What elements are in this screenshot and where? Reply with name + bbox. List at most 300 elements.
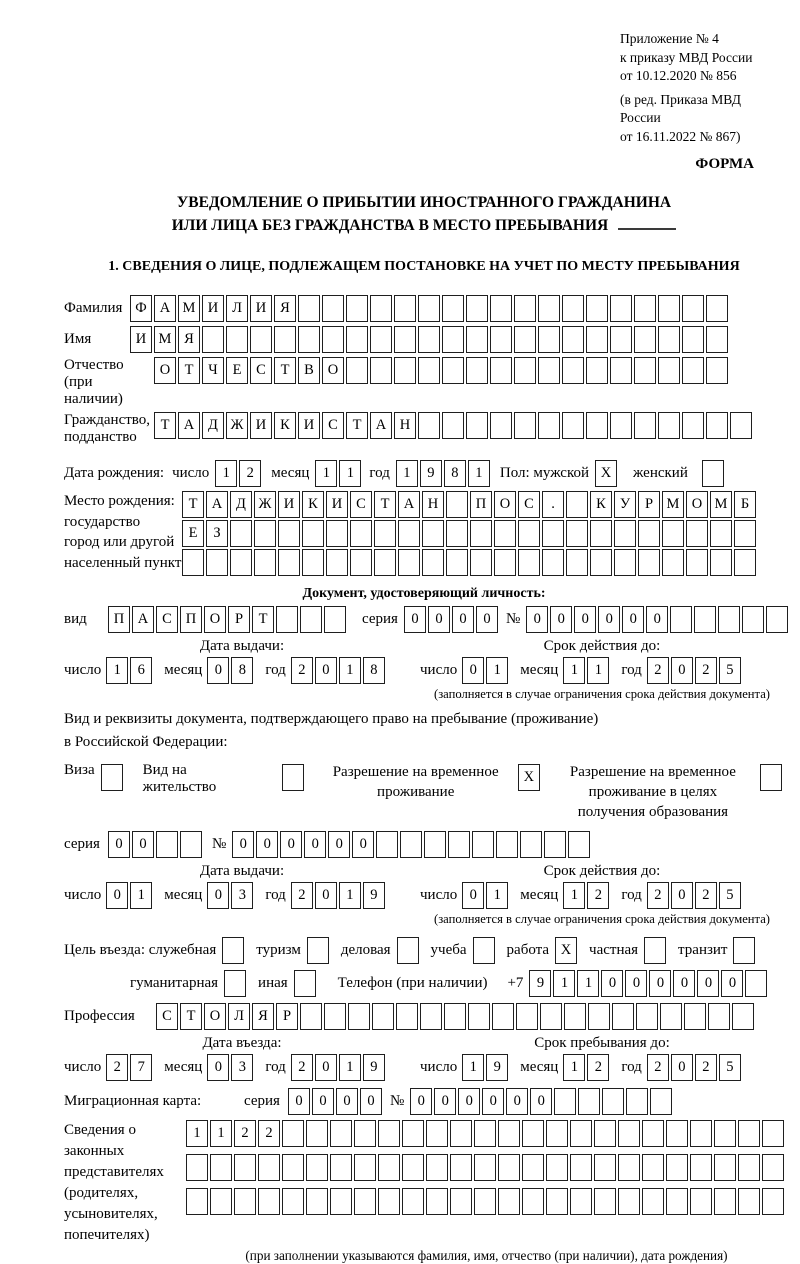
char-cell[interactable]	[718, 606, 740, 633]
char-cell[interactable]	[732, 1003, 754, 1030]
char-cell[interactable]: 1	[339, 1054, 361, 1081]
entry-arrival-month[interactable]	[207, 1054, 255, 1081]
char-cell[interactable]	[468, 1003, 490, 1030]
char-cell[interactable]: 1	[396, 460, 418, 487]
char-cell[interactable]	[538, 412, 560, 439]
char-cell[interactable]	[422, 549, 444, 576]
char-cell[interactable]	[450, 1120, 472, 1147]
char-cell[interactable]: 5	[719, 657, 741, 684]
gender-male-checkbox[interactable]	[595, 460, 619, 487]
purpose-official-checkbox[interactable]	[222, 937, 246, 964]
char-cell[interactable]: И	[202, 295, 224, 322]
char-cell[interactable]	[470, 549, 492, 576]
char-cell[interactable]	[682, 412, 704, 439]
char-cell[interactable]	[638, 520, 660, 547]
migration-series-boxes[interactable]	[288, 1088, 384, 1115]
char-cell[interactable]: 0	[550, 606, 572, 633]
char-cell[interactable]: 0	[458, 1088, 480, 1115]
char-cell[interactable]: 0	[530, 1088, 552, 1115]
char-cell[interactable]: Т	[252, 606, 274, 633]
char-cell[interactable]: 2	[647, 1054, 669, 1081]
char-cell[interactable]	[762, 1188, 784, 1215]
char-cell[interactable]: А	[370, 412, 392, 439]
char-cell[interactable]	[186, 1188, 208, 1215]
char-cell[interactable]	[186, 1154, 208, 1181]
char-cell[interactable]	[426, 1120, 448, 1147]
char-cell[interactable]	[634, 295, 656, 322]
char-cell[interactable]: 0	[207, 1054, 229, 1081]
char-cell[interactable]: 9	[363, 882, 385, 909]
char-cell[interactable]	[466, 357, 488, 384]
char-cell[interactable]	[662, 520, 684, 547]
char-cell[interactable]	[660, 1003, 682, 1030]
doc-issue-month[interactable]	[207, 657, 255, 684]
char-cell[interactable]	[426, 1154, 448, 1181]
char-cell[interactable]	[636, 1003, 658, 1030]
char-cell[interactable]	[638, 549, 660, 576]
char-cell[interactable]: 9	[363, 1054, 385, 1081]
char-cell[interactable]	[518, 520, 540, 547]
char-cell[interactable]: С	[518, 491, 540, 518]
char-cell[interactable]: В	[298, 357, 320, 384]
char-cell[interactable]: 2	[647, 657, 669, 684]
char-cell[interactable]: 1	[339, 657, 361, 684]
char-cell[interactable]	[520, 831, 542, 858]
char-cell[interactable]: Н	[394, 412, 416, 439]
profession-boxes[interactable]	[156, 1003, 756, 1030]
char-cell[interactable]: .	[542, 491, 564, 518]
char-cell[interactable]	[568, 831, 590, 858]
char-cell[interactable]: Т	[274, 357, 296, 384]
char-cell[interactable]	[254, 520, 276, 547]
char-cell[interactable]	[694, 606, 716, 633]
birth-place-row2[interactable]	[182, 520, 758, 547]
entry-stay-month[interactable]	[563, 1054, 611, 1081]
char-cell[interactable]	[442, 295, 464, 322]
char-cell[interactable]: 5	[719, 1054, 741, 1081]
char-cell[interactable]	[348, 1003, 370, 1030]
char-cell[interactable]	[686, 520, 708, 547]
char-cell[interactable]	[498, 1188, 520, 1215]
checkbox-cell[interactable]	[222, 937, 244, 964]
char-cell[interactable]	[562, 357, 584, 384]
char-cell[interactable]	[714, 1154, 736, 1181]
char-cell[interactable]: 0	[673, 970, 695, 997]
char-cell[interactable]	[354, 1188, 376, 1215]
char-cell[interactable]	[398, 549, 420, 576]
char-cell[interactable]	[426, 1188, 448, 1215]
char-cell[interactable]: Е	[182, 520, 204, 547]
checkbox-cell[interactable]	[733, 937, 755, 964]
char-cell[interactable]	[474, 1120, 496, 1147]
char-cell[interactable]	[442, 357, 464, 384]
char-cell[interactable]	[686, 549, 708, 576]
char-cell[interactable]	[738, 1120, 760, 1147]
char-cell[interactable]: 0	[452, 606, 474, 633]
char-cell[interactable]	[498, 1154, 520, 1181]
char-cell[interactable]	[594, 1188, 616, 1215]
checkbox-cell[interactable]	[702, 460, 724, 487]
char-cell[interactable]: С	[250, 357, 272, 384]
char-cell[interactable]	[602, 1088, 624, 1115]
char-cell[interactable]: Л	[226, 295, 248, 322]
given-name-boxes[interactable]	[130, 326, 730, 353]
char-cell[interactable]: Т	[182, 491, 204, 518]
char-cell[interactable]	[544, 831, 566, 858]
char-cell[interactable]	[634, 326, 656, 353]
char-cell[interactable]	[420, 1003, 442, 1030]
char-cell[interactable]	[330, 1154, 352, 1181]
char-cell[interactable]: 0	[482, 1088, 504, 1115]
char-cell[interactable]: Д	[230, 491, 252, 518]
doc-kind-boxes[interactable]	[108, 606, 348, 633]
char-cell[interactable]	[330, 1120, 352, 1147]
char-cell[interactable]: 0	[132, 831, 154, 858]
char-cell[interactable]: С	[350, 491, 372, 518]
char-cell[interactable]: П	[108, 606, 130, 633]
char-cell[interactable]	[376, 831, 398, 858]
doc-expiry-year[interactable]	[647, 657, 743, 684]
char-cell[interactable]: 0	[526, 606, 548, 633]
char-cell[interactable]: Ф	[130, 295, 152, 322]
char-cell[interactable]: 0	[434, 1088, 456, 1115]
char-cell[interactable]: 2	[234, 1120, 256, 1147]
char-cell[interactable]: А	[398, 491, 420, 518]
char-cell[interactable]	[626, 1088, 648, 1115]
char-cell[interactable]: О	[154, 357, 176, 384]
char-cell[interactable]	[514, 326, 536, 353]
char-cell[interactable]	[594, 1154, 616, 1181]
char-cell[interactable]	[738, 1188, 760, 1215]
representatives-row2[interactable]	[186, 1154, 786, 1181]
char-cell[interactable]: 0	[697, 970, 719, 997]
char-cell[interactable]	[586, 295, 608, 322]
char-cell[interactable]	[562, 326, 584, 353]
char-cell[interactable]	[745, 970, 767, 997]
char-cell[interactable]: 1	[315, 460, 337, 487]
phone-boxes[interactable]	[529, 970, 769, 997]
char-cell[interactable]	[690, 1120, 712, 1147]
char-cell[interactable]: 0	[256, 831, 278, 858]
char-cell[interactable]	[642, 1154, 664, 1181]
char-cell[interactable]: К	[302, 491, 324, 518]
char-cell[interactable]	[346, 295, 368, 322]
char-cell[interactable]	[706, 326, 728, 353]
char-cell[interactable]	[350, 520, 372, 547]
char-cell[interactable]: 0	[671, 1054, 693, 1081]
char-cell[interactable]: Т	[374, 491, 396, 518]
char-cell[interactable]: Д	[202, 412, 224, 439]
char-cell[interactable]	[588, 1003, 610, 1030]
residence-expiry-month[interactable]	[563, 882, 611, 909]
char-cell[interactable]	[710, 520, 732, 547]
char-cell[interactable]: 0	[315, 1054, 337, 1081]
char-cell[interactable]: А	[178, 412, 200, 439]
char-cell[interactable]	[610, 326, 632, 353]
purpose-other-checkbox[interactable]	[294, 970, 318, 997]
char-cell[interactable]	[514, 357, 536, 384]
char-cell[interactable]	[234, 1188, 256, 1215]
birth-year-boxes[interactable]	[396, 460, 492, 487]
char-cell[interactable]	[538, 326, 560, 353]
char-cell[interactable]	[466, 326, 488, 353]
char-cell[interactable]	[490, 326, 512, 353]
residence-series-boxes[interactable]	[108, 831, 204, 858]
surname-boxes[interactable]	[130, 295, 730, 322]
char-cell[interactable]: 1	[563, 882, 585, 909]
char-cell[interactable]: 6	[130, 657, 152, 684]
char-cell[interactable]	[682, 295, 704, 322]
char-cell[interactable]	[590, 520, 612, 547]
char-cell[interactable]	[562, 295, 584, 322]
char-cell[interactable]	[398, 520, 420, 547]
char-cell[interactable]	[634, 412, 656, 439]
char-cell[interactable]	[590, 549, 612, 576]
residence-issue-year[interactable]	[291, 882, 387, 909]
char-cell[interactable]	[546, 1188, 568, 1215]
birth-month-boxes[interactable]	[315, 460, 363, 487]
char-cell[interactable]	[566, 520, 588, 547]
purpose-study-checkbox[interactable]	[473, 937, 497, 964]
char-cell[interactable]: 2	[587, 1054, 609, 1081]
char-cell[interactable]	[378, 1120, 400, 1147]
char-cell[interactable]	[394, 357, 416, 384]
char-cell[interactable]	[710, 549, 732, 576]
char-cell[interactable]: 5	[719, 882, 741, 909]
char-cell[interactable]: Ч	[202, 357, 224, 384]
char-cell[interactable]	[298, 295, 320, 322]
char-cell[interactable]	[350, 549, 372, 576]
char-cell[interactable]	[378, 1188, 400, 1215]
char-cell[interactable]: 0	[336, 1088, 358, 1115]
char-cell[interactable]: 0	[352, 831, 374, 858]
char-cell[interactable]: И	[250, 412, 272, 439]
char-cell[interactable]: 8	[444, 460, 466, 487]
char-cell[interactable]: Р	[638, 491, 660, 518]
char-cell[interactable]	[470, 520, 492, 547]
char-cell[interactable]: 2	[291, 657, 313, 684]
char-cell[interactable]	[418, 326, 440, 353]
char-cell[interactable]: И	[130, 326, 152, 353]
char-cell[interactable]	[714, 1188, 736, 1215]
char-cell[interactable]: 1	[587, 657, 609, 684]
char-cell[interactable]: 0	[622, 606, 644, 633]
char-cell[interactable]: 0	[304, 831, 326, 858]
char-cell[interactable]: 0	[360, 1088, 382, 1115]
checkbox-cell[interactable]: X	[555, 937, 577, 964]
char-cell[interactable]: Т	[180, 1003, 202, 1030]
char-cell[interactable]: 2	[291, 1054, 313, 1081]
char-cell[interactable]	[250, 326, 272, 353]
char-cell[interactable]: З	[206, 520, 228, 547]
char-cell[interactable]: 1	[106, 657, 128, 684]
char-cell[interactable]	[586, 412, 608, 439]
char-cell[interactable]: 2	[106, 1054, 128, 1081]
purpose-transit-checkbox[interactable]	[733, 937, 757, 964]
checkbox-cell[interactable]	[397, 937, 419, 964]
char-cell[interactable]	[586, 326, 608, 353]
char-cell[interactable]: 0	[671, 657, 693, 684]
char-cell[interactable]: 0	[207, 882, 229, 909]
char-cell[interactable]: 1	[577, 970, 599, 997]
char-cell[interactable]: 2	[695, 657, 717, 684]
char-cell[interactable]	[490, 412, 512, 439]
char-cell[interactable]: Т	[346, 412, 368, 439]
char-cell[interactable]	[274, 326, 296, 353]
char-cell[interactable]	[610, 295, 632, 322]
char-cell[interactable]: 0	[328, 831, 350, 858]
char-cell[interactable]: 0	[671, 882, 693, 909]
temp-permit-edu-checkbox[interactable]	[760, 764, 784, 791]
char-cell[interactable]	[658, 357, 680, 384]
char-cell[interactable]: Н	[422, 491, 444, 518]
char-cell[interactable]	[706, 357, 728, 384]
char-cell[interactable]	[570, 1154, 592, 1181]
char-cell[interactable]	[562, 412, 584, 439]
char-cell[interactable]	[446, 520, 468, 547]
doc-issue-day[interactable]	[106, 657, 154, 684]
char-cell[interactable]	[614, 549, 636, 576]
char-cell[interactable]: 0	[649, 970, 671, 997]
char-cell[interactable]: 9	[529, 970, 551, 997]
char-cell[interactable]	[554, 1088, 576, 1115]
char-cell[interactable]: Ж	[254, 491, 276, 518]
char-cell[interactable]	[742, 606, 764, 633]
checkbox-cell[interactable]: X	[595, 460, 617, 487]
char-cell[interactable]	[372, 1003, 394, 1030]
char-cell[interactable]	[540, 1003, 562, 1030]
char-cell[interactable]: 0	[476, 606, 498, 633]
char-cell[interactable]	[324, 1003, 346, 1030]
char-cell[interactable]	[424, 831, 446, 858]
char-cell[interactable]: 2	[258, 1120, 280, 1147]
char-cell[interactable]	[566, 491, 588, 518]
char-cell[interactable]: 0	[410, 1088, 432, 1115]
char-cell[interactable]	[322, 295, 344, 322]
char-cell[interactable]: 0	[574, 606, 596, 633]
char-cell[interactable]: П	[470, 491, 492, 518]
char-cell[interactable]	[230, 549, 252, 576]
residence-issue-day[interactable]	[106, 882, 154, 909]
char-cell[interactable]	[658, 295, 680, 322]
gender-female-checkbox[interactable]	[702, 460, 726, 487]
char-cell[interactable]	[418, 357, 440, 384]
char-cell[interactable]	[226, 326, 248, 353]
char-cell[interactable]	[306, 1120, 328, 1147]
char-cell[interactable]	[374, 549, 396, 576]
char-cell[interactable]	[498, 1120, 520, 1147]
char-cell[interactable]: 9	[420, 460, 442, 487]
char-cell[interactable]: У	[614, 491, 636, 518]
checkbox-cell[interactable]	[307, 937, 329, 964]
char-cell[interactable]: 3	[231, 1054, 253, 1081]
char-cell[interactable]	[594, 1120, 616, 1147]
char-cell[interactable]: П	[180, 606, 202, 633]
char-cell[interactable]	[566, 549, 588, 576]
residence-number-boxes[interactable]	[232, 831, 592, 858]
char-cell[interactable]: Я	[252, 1003, 274, 1030]
char-cell[interactable]: 0	[721, 970, 743, 997]
char-cell[interactable]	[542, 549, 564, 576]
char-cell[interactable]: М	[710, 491, 732, 518]
checkbox-cell[interactable]	[101, 764, 123, 791]
doc-expiry-month[interactable]	[563, 657, 611, 684]
char-cell[interactable]: 2	[695, 882, 717, 909]
purpose-work-checkbox[interactable]	[555, 937, 579, 964]
char-cell[interactable]	[516, 1003, 538, 1030]
char-cell[interactable]	[396, 1003, 418, 1030]
char-cell[interactable]: К	[274, 412, 296, 439]
citizenship-boxes[interactable]	[154, 412, 754, 439]
char-cell[interactable]: М	[178, 295, 200, 322]
char-cell[interactable]	[450, 1188, 472, 1215]
char-cell[interactable]	[370, 295, 392, 322]
char-cell[interactable]: 0	[280, 831, 302, 858]
char-cell[interactable]	[442, 326, 464, 353]
char-cell[interactable]	[734, 520, 756, 547]
char-cell[interactable]	[514, 295, 536, 322]
checkbox-cell[interactable]	[224, 970, 246, 997]
char-cell[interactable]	[422, 520, 444, 547]
visa-checkbox[interactable]	[101, 764, 125, 791]
char-cell[interactable]: 1	[339, 460, 361, 487]
birth-day-boxes[interactable]	[215, 460, 263, 487]
char-cell[interactable]	[474, 1154, 496, 1181]
char-cell[interactable]	[210, 1154, 232, 1181]
char-cell[interactable]	[346, 326, 368, 353]
residence-expiry-day[interactable]	[462, 882, 510, 909]
char-cell[interactable]	[642, 1120, 664, 1147]
entry-stay-year[interactable]	[647, 1054, 743, 1081]
char-cell[interactable]	[418, 295, 440, 322]
char-cell[interactable]: 2	[695, 1054, 717, 1081]
char-cell[interactable]: О	[494, 491, 516, 518]
char-cell[interactable]	[542, 520, 564, 547]
char-cell[interactable]: Л	[228, 1003, 250, 1030]
char-cell[interactable]: А	[154, 295, 176, 322]
char-cell[interactable]: 1	[339, 882, 361, 909]
char-cell[interactable]: 0	[506, 1088, 528, 1115]
char-cell[interactable]: 1	[210, 1120, 232, 1147]
char-cell[interactable]: Р	[228, 606, 250, 633]
char-cell[interactable]: И	[326, 491, 348, 518]
char-cell[interactable]	[282, 1188, 304, 1215]
char-cell[interactable]	[706, 412, 728, 439]
char-cell[interactable]: А	[132, 606, 154, 633]
char-cell[interactable]: Я	[274, 295, 296, 322]
char-cell[interactable]: 0	[601, 970, 623, 997]
char-cell[interactable]: Ж	[226, 412, 248, 439]
char-cell[interactable]	[210, 1188, 232, 1215]
char-cell[interactable]	[322, 326, 344, 353]
char-cell[interactable]	[180, 831, 202, 858]
char-cell[interactable]: И	[250, 295, 272, 322]
char-cell[interactable]: 0	[428, 606, 450, 633]
char-cell[interactable]	[762, 1120, 784, 1147]
char-cell[interactable]	[206, 549, 228, 576]
char-cell[interactable]	[586, 357, 608, 384]
char-cell[interactable]: 0	[312, 1088, 334, 1115]
char-cell[interactable]	[466, 412, 488, 439]
residence-issue-month[interactable]	[207, 882, 255, 909]
char-cell[interactable]	[538, 295, 560, 322]
char-cell[interactable]	[282, 1120, 304, 1147]
char-cell[interactable]	[278, 549, 300, 576]
char-cell[interactable]	[706, 295, 728, 322]
char-cell[interactable]: И	[278, 491, 300, 518]
char-cell[interactable]	[766, 606, 788, 633]
char-cell[interactable]	[302, 549, 324, 576]
